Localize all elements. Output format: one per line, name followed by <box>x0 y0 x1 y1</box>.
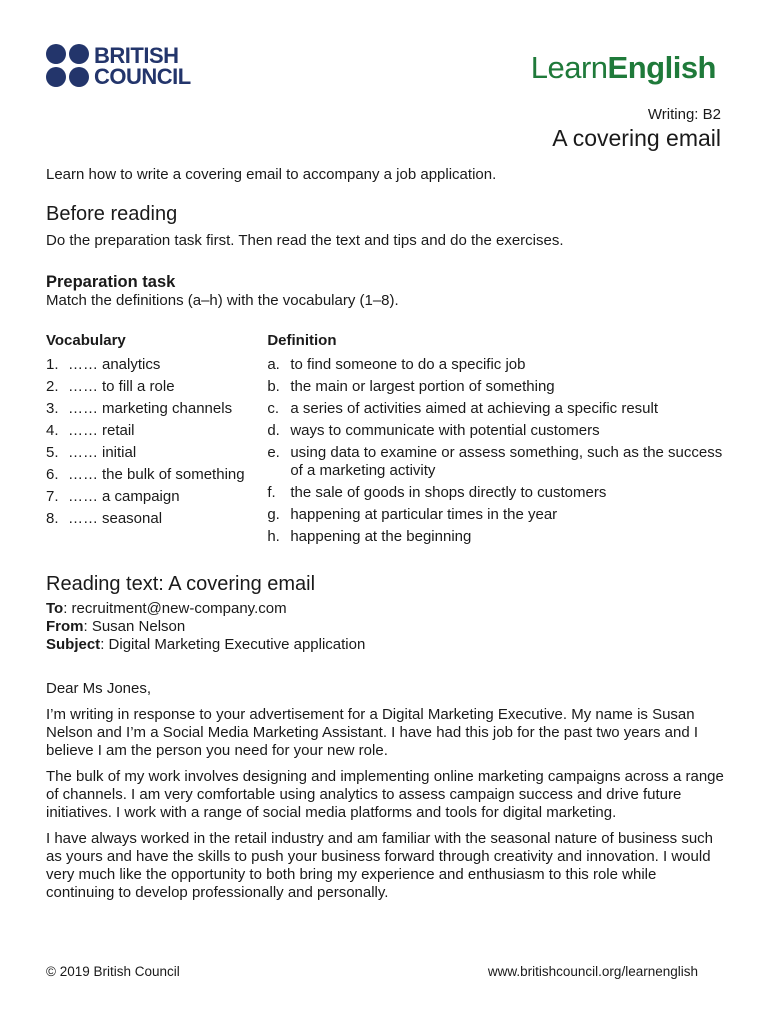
definition-item <box>267 356 726 374</box>
vocabulary-item <box>46 400 267 418</box>
answer-blank: …… <box>68 378 98 395</box>
answer-blank: …… <box>68 444 98 461</box>
vocabulary-number: 3. <box>46 400 59 417</box>
learn-word: Learn <box>530 50 608 85</box>
definition-letter: a. <box>267 356 280 373</box>
definition-text: to find someone to do a specific job <box>290 356 526 373</box>
answer-blank: …… <box>68 422 98 439</box>
email-paragraph-1: I’m writing in response to your advertisement for a Digital Marketing Executive. My name is Susan Nelson and I’m a Social Media Marketing Assistant. I have had this job for the past two years and I believe I am the person you need for your new role. <box>46 706 699 759</box>
definition-item <box>267 484 726 502</box>
definition-text: a series of activities aimed at achieving a specific result <box>290 400 659 417</box>
definition-item <box>267 528 726 546</box>
answer-blank: …… <box>68 488 98 505</box>
vocabulary-list <box>46 356 267 528</box>
answer-blank: …… <box>68 510 98 527</box>
vocabulary-term: the bulk of something <box>102 466 245 483</box>
vocabulary-item <box>46 444 267 462</box>
english-word: English <box>607 50 716 85</box>
before-reading-text: Do the preparation task first. Then read the text and tips and do the exercises. <box>46 232 564 249</box>
vocabulary-item <box>46 422 267 440</box>
definition-item <box>267 444 726 480</box>
definition-letter: c. <box>267 400 280 417</box>
definition-text: the main or largest portion of something <box>290 378 555 395</box>
definition-text: ways to communicate with potential customers <box>290 422 600 439</box>
definition-letter: b. <box>267 378 280 395</box>
definition-heading: Definition <box>267 332 337 349</box>
subject-label: Subject <box>46 636 101 653</box>
definition-text: the sale of goods in shops directly to customers <box>290 484 607 501</box>
vocabulary-term: seasonal <box>102 510 163 527</box>
answer-blank: …… <box>68 400 98 417</box>
footer-copyright: © 2019 British Council <box>46 964 180 979</box>
vocabulary-term: a campaign <box>102 488 180 505</box>
reading-heading: Reading text: A covering email <box>46 573 316 595</box>
vocabulary-column <box>46 332 267 550</box>
vocabulary-item <box>46 466 267 484</box>
email-paragraph-3: I have always worked in the retail industry and am familiar with the seasonal nature of business such as yours and have the skills to push your business forward through creativity and innovation. I would very much like the opportunity to both bring my experience and enthusiasm to this role while continuing to develop professionally and personally. <box>46 830 714 901</box>
logo-text <box>94 42 191 89</box>
answer-blank: …… <box>68 356 98 373</box>
definition-letter: g. <box>267 506 280 523</box>
email-subject <box>46 636 726 654</box>
logo-dots-icon <box>46 44 89 87</box>
vocabulary-term: to fill a role <box>102 378 175 395</box>
footer-url: www.britishcouncil.org/learnenglish <box>487 964 698 979</box>
vocabulary-item <box>46 356 267 374</box>
salutation: Dear Ms Jones, <box>46 680 152 697</box>
to-value: : recruitment@new-company.com <box>63 600 287 617</box>
british-council-logo <box>46 44 191 87</box>
preparation-instruction: Match the definitions (a–h) with the vocabulary (1–8). <box>46 292 399 309</box>
logo-line-2: COUNCIL <box>94 63 191 89</box>
definition-item <box>267 422 726 440</box>
vocabulary-number: 1. <box>46 356 59 373</box>
vocabulary-item <box>46 510 267 528</box>
definition-column <box>267 332 726 550</box>
subject-value: : Digital Marketing Executive application <box>100 636 366 653</box>
answer-blank: …… <box>68 466 98 483</box>
level-label: Writing: B2 <box>647 106 721 123</box>
preparation-heading: Preparation task <box>46 273 176 291</box>
from-label: From <box>46 618 84 635</box>
definition-letter: f. <box>267 484 276 501</box>
page-title: A covering email <box>552 125 721 151</box>
email-from <box>46 618 726 636</box>
to-label: To <box>46 600 64 617</box>
email-to <box>46 600 726 618</box>
definition-text: happening at the beginning <box>290 528 472 545</box>
learnenglish-logo <box>531 50 716 86</box>
main-content <box>46 166 726 910</box>
vocabulary-term: initial <box>102 444 137 461</box>
vocabulary-heading: Vocabulary <box>46 332 126 349</box>
definition-letter: h. <box>267 528 280 545</box>
definition-letter: d. <box>267 422 280 439</box>
definition-text: happening at particular times in the year <box>290 506 558 523</box>
intro-text: Learn how to write a covering email to accompany a job application. <box>46 166 497 183</box>
vocabulary-item <box>46 378 267 396</box>
before-reading-heading: Before reading <box>46 203 178 225</box>
vocabulary-number: 5. <box>46 444 59 461</box>
definition-letter: e. <box>267 444 280 461</box>
vocabulary-term: analytics <box>102 356 161 373</box>
definition-item <box>267 506 726 524</box>
vocabulary-number: 8. <box>46 510 59 527</box>
definition-item <box>267 378 726 396</box>
email-body <box>46 680 726 902</box>
definition-text: using data to examine or assess something, such as the success of a marketing activity <box>290 444 723 479</box>
definition-item <box>267 400 726 418</box>
vocabulary-number: 6. <box>46 466 59 483</box>
matching-exercise <box>46 332 726 550</box>
definition-list <box>267 356 726 546</box>
logo-line-1: BRITISH <box>94 42 179 68</box>
vocabulary-number: 7. <box>46 488 59 505</box>
from-value: : Susan Nelson <box>83 618 186 635</box>
vocabulary-number: 4. <box>46 422 59 439</box>
vocabulary-item <box>46 488 267 506</box>
email-paragraph-2: The bulk of my work involves designing and implementing online marketing campaigns across a range of channels. I am very comfortable using analytics to assess campaign success and drive future initiatives. I work with a range of social media platforms and tools for digital marketing. <box>46 768 724 821</box>
vocabulary-term: marketing channels <box>102 400 233 417</box>
vocabulary-term: retail <box>102 422 135 439</box>
vocabulary-number: 2. <box>46 378 59 395</box>
